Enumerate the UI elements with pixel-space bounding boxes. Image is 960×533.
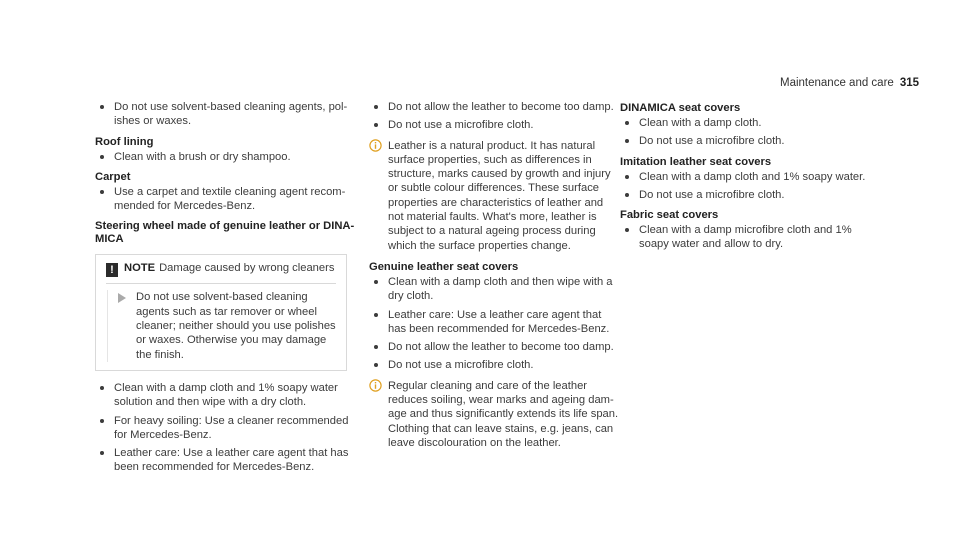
info-text: Regular cleaning and care of the leather reduces soiling, wear marks and ageing damage and thus significantly extends its life span. Clothing that can leave stains, e.g. jeans, can leave discolouration on the leather.: [388, 379, 619, 449]
steering-wheel-heading: Steering wheel made of genuine leather or DINAMICA: [95, 220, 355, 246]
triangle-right-icon: [118, 293, 126, 303]
column-3: [620, 100, 920, 256]
roof-lining-heading: Roof lining: [95, 135, 154, 148]
list-item: Leather care: Use a leather care agent that has been recommended for Mercedes-Benz.: [369, 308, 619, 337]
dinamica-list: [620, 116, 920, 149]
list-item: Clean with a brush or dry shampoo.: [95, 150, 357, 164]
carpet-heading: Carpet: [95, 170, 131, 183]
note-box: [95, 254, 347, 370]
section-title: Maintenance and care: [780, 77, 894, 89]
column-1: [95, 100, 357, 479]
note-title: Damage caused by wrong cleaners: [159, 262, 335, 275]
list-item: Do not use solvent-based cleaning agents, polishes or waxes.: [95, 100, 357, 129]
note-label: NOTE: [124, 262, 156, 275]
list-item: Clean with a damp cloth and 1% soapy water solution and then wipe with a dry cloth.: [95, 381, 357, 410]
fabric-heading: Fabric seat covers: [620, 209, 719, 222]
dinamica-heading: DINAMICA seat covers: [620, 102, 741, 114]
warning-icon: !: [106, 263, 118, 277]
list-item: Clean with a damp cloth and 1% soapy water.: [620, 170, 920, 184]
list-item: Do not use a microfibre cloth.: [620, 134, 920, 148]
list-item: Clean with a damp microfibre cloth and 1% soapy water and allow to dry.: [620, 223, 879, 252]
genuine-leather-list: [369, 275, 619, 373]
imitation-leather-list: [620, 170, 920, 203]
list-item: Do not use a microfibre cloth.: [620, 188, 920, 202]
info-text: Leather is a natural product. It has natural surface properties, such as differences in structure, marks caused by growth and injury or subtle colour differences. These surface properties are characteristics of leather and not material faults. What's more, leather is subject to a natural ageing process during which the surface properties change.: [388, 139, 611, 252]
list-item: Clean with a damp cloth and then wipe with a dry cloth.: [369, 275, 619, 304]
intro-list: [95, 100, 357, 129]
info-block: [369, 139, 619, 253]
note-text: Do not use solvent-based cleaning agents such as tar remover or wheel cleaner; neither should you use polishes or waxes. Otherwise you may damage the finish.: [136, 291, 336, 361]
list-item: Do not use a microfibre cloth.: [369, 118, 619, 132]
imitation-leather-heading: Imitation leather seat covers: [620, 155, 772, 168]
genuine-leather-heading: Genuine leather seat covers: [369, 260, 519, 273]
list-item: Do not allow the leather to become too damp.: [369, 100, 619, 114]
page-number: 315: [899, 77, 919, 89]
list-item: Use a carpet and textile cleaning agent recommended for Mercedes-Benz.: [95, 185, 357, 214]
info-icon: [369, 379, 382, 392]
page-header: [780, 76, 919, 90]
info-icon: [369, 139, 382, 152]
column-2: [369, 100, 619, 458]
list-item: Leather care: Use a leather care agent that has been recommended for Mercedes-Benz.: [95, 446, 357, 475]
roof-list: [95, 150, 357, 164]
steering-list: [95, 381, 357, 475]
leather-list: [369, 100, 619, 133]
note-header: [106, 261, 336, 284]
carpet-list: [95, 185, 357, 214]
list-item: For heavy soiling: Use a cleaner recommended for Mercedes-Benz.: [95, 414, 357, 443]
info-block: [369, 379, 619, 450]
note-body: [107, 290, 336, 361]
list-item: Clean with a damp cloth.: [620, 116, 920, 130]
list-item: Do not use a microfibre cloth.: [369, 358, 619, 372]
fabric-list: [620, 223, 920, 252]
list-item: Do not allow the leather to become too damp.: [369, 340, 619, 354]
